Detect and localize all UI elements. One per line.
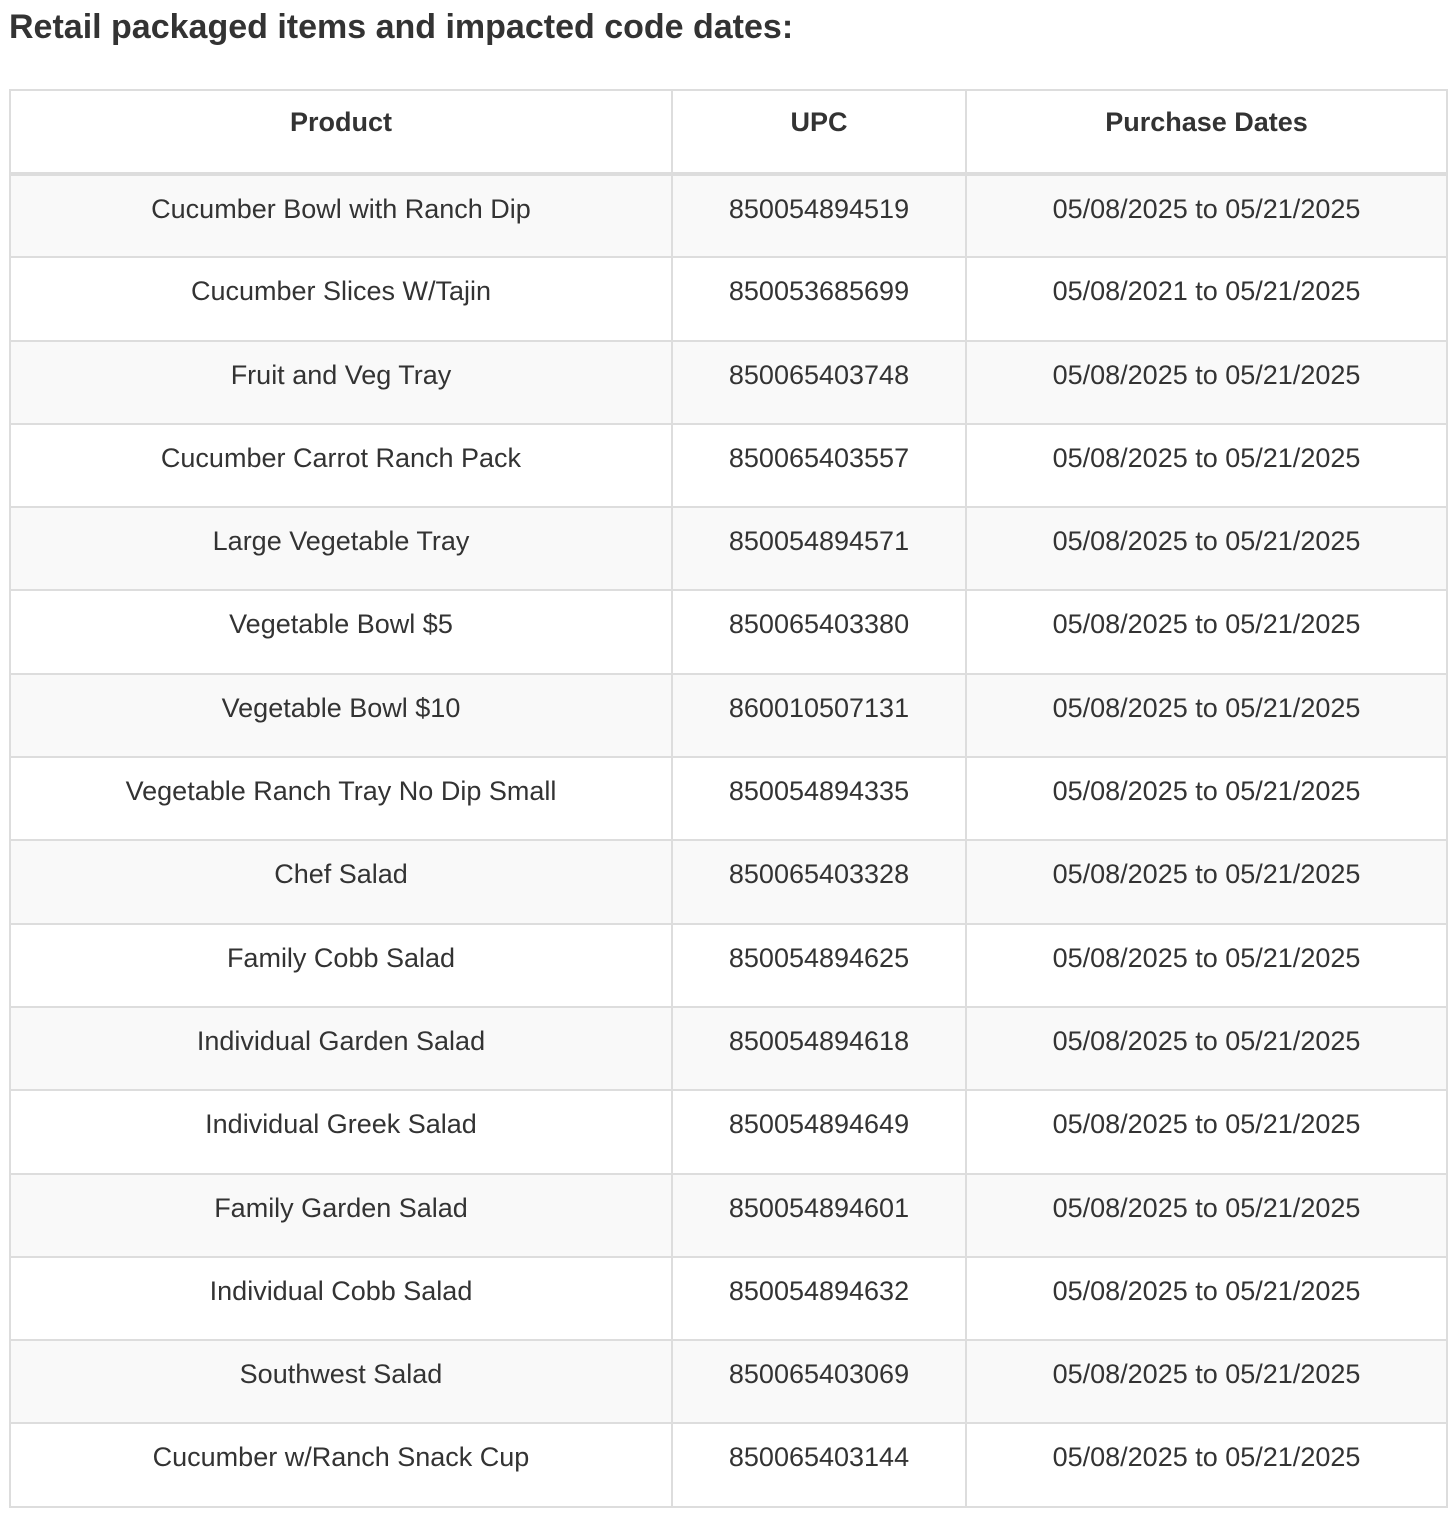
purchase-dates-cell: 05/08/2025 to 05/21/2025	[966, 590, 1447, 673]
upc-cell: 850054894632	[672, 1257, 966, 1340]
upc-cell: 850065403144	[672, 1423, 966, 1506]
product-cell: Family Cobb Salad	[10, 924, 672, 1007]
table-row	[10, 174, 1447, 257]
purchase-dates-cell: 05/08/2025 to 05/21/2025	[966, 1174, 1447, 1257]
product-cell: Large Vegetable Tray	[10, 507, 672, 590]
product-cell: Vegetable Ranch Tray No Dip Small	[10, 757, 672, 840]
purchase-dates-cell: 05/08/2025 to 05/21/2025	[966, 424, 1447, 507]
purchase-dates-cell: 05/08/2025 to 05/21/2025	[966, 840, 1447, 923]
upc-cell: 850054894519	[672, 174, 966, 257]
table-row	[10, 1174, 1447, 1257]
table-row	[10, 1090, 1447, 1173]
table-row	[10, 1340, 1447, 1423]
product-cell: Cucumber Carrot Ranch Pack	[10, 424, 672, 507]
purchase-dates-cell: 05/08/2025 to 05/21/2025	[966, 507, 1447, 590]
purchase-dates-cell: 05/08/2025 to 05/21/2025	[966, 757, 1447, 840]
purchase-dates-cell: 05/08/2021 to 05/21/2025	[966, 257, 1447, 340]
purchase-dates-cell: 05/08/2025 to 05/21/2025	[966, 924, 1447, 1007]
table-row	[10, 924, 1447, 1007]
purchase-dates-cell: 05/08/2025 to 05/21/2025	[966, 1090, 1447, 1173]
table-row	[10, 1257, 1447, 1340]
product-cell: Cucumber w/Ranch Snack Cup	[10, 1423, 672, 1506]
product-cell: Individual Cobb Salad	[10, 1257, 672, 1340]
product-cell: Cucumber Slices W/Tajin	[10, 257, 672, 340]
product-cell: Vegetable Bowl $5	[10, 590, 672, 673]
table-row	[10, 757, 1447, 840]
upc-cell: 850065403328	[672, 840, 966, 923]
upc-cell: 850054894601	[672, 1174, 966, 1257]
column-header-product: Product	[10, 90, 672, 174]
purchase-dates-cell: 05/08/2025 to 05/21/2025	[966, 341, 1447, 424]
page-title: Retail packaged items and impacted code dates:	[9, 8, 794, 46]
purchase-dates-cell: 05/08/2025 to 05/21/2025	[966, 1257, 1447, 1340]
product-cell: Vegetable Bowl $10	[10, 674, 672, 757]
purchase-dates-cell: 05/08/2025 to 05/21/2025	[966, 1007, 1447, 1090]
product-cell: Cucumber Bowl with Ranch Dip	[10, 174, 672, 257]
upc-cell: 850065403380	[672, 590, 966, 673]
purchase-dates-cell: 05/08/2025 to 05/21/2025	[966, 1340, 1447, 1423]
column-header-purchase-dates: Purchase Dates	[966, 90, 1447, 174]
upc-cell: 850054894625	[672, 924, 966, 1007]
column-header-upc: UPC	[672, 90, 966, 174]
table-header-row	[10, 90, 1447, 174]
purchase-dates-cell: 05/08/2025 to 05/21/2025	[966, 1423, 1447, 1506]
upc-cell: 850065403557	[672, 424, 966, 507]
table-header	[10, 90, 1447, 174]
upc-cell: 850053685699	[672, 257, 966, 340]
upc-cell: 860010507131	[672, 674, 966, 757]
upc-cell: 850054894571	[672, 507, 966, 590]
product-cell: Family Garden Salad	[10, 1174, 672, 1257]
table-row	[10, 257, 1447, 340]
table-row	[10, 1423, 1447, 1506]
product-cell: Individual Greek Salad	[10, 1090, 672, 1173]
upc-cell: 850054894618	[672, 1007, 966, 1090]
upc-cell: 850054894649	[672, 1090, 966, 1173]
table-row	[10, 674, 1447, 757]
purchase-dates-cell: 05/08/2025 to 05/21/2025	[966, 174, 1447, 257]
table-row	[10, 590, 1447, 673]
recall-products-table	[9, 89, 1448, 1508]
purchase-dates-cell: 05/08/2025 to 05/21/2025	[966, 674, 1447, 757]
product-cell: Individual Garden Salad	[10, 1007, 672, 1090]
upc-cell: 850065403748	[672, 341, 966, 424]
table-row	[10, 840, 1447, 923]
table-body	[10, 174, 1447, 1507]
upc-cell: 850054894335	[672, 757, 966, 840]
table-row	[10, 507, 1447, 590]
table-row	[10, 424, 1447, 507]
product-cell: Southwest Salad	[10, 1340, 672, 1423]
upc-cell: 850065403069	[672, 1340, 966, 1423]
product-cell: Fruit and Veg Tray	[10, 341, 672, 424]
table-row	[10, 1007, 1447, 1090]
table-row	[10, 341, 1447, 424]
product-cell: Chef Salad	[10, 840, 672, 923]
